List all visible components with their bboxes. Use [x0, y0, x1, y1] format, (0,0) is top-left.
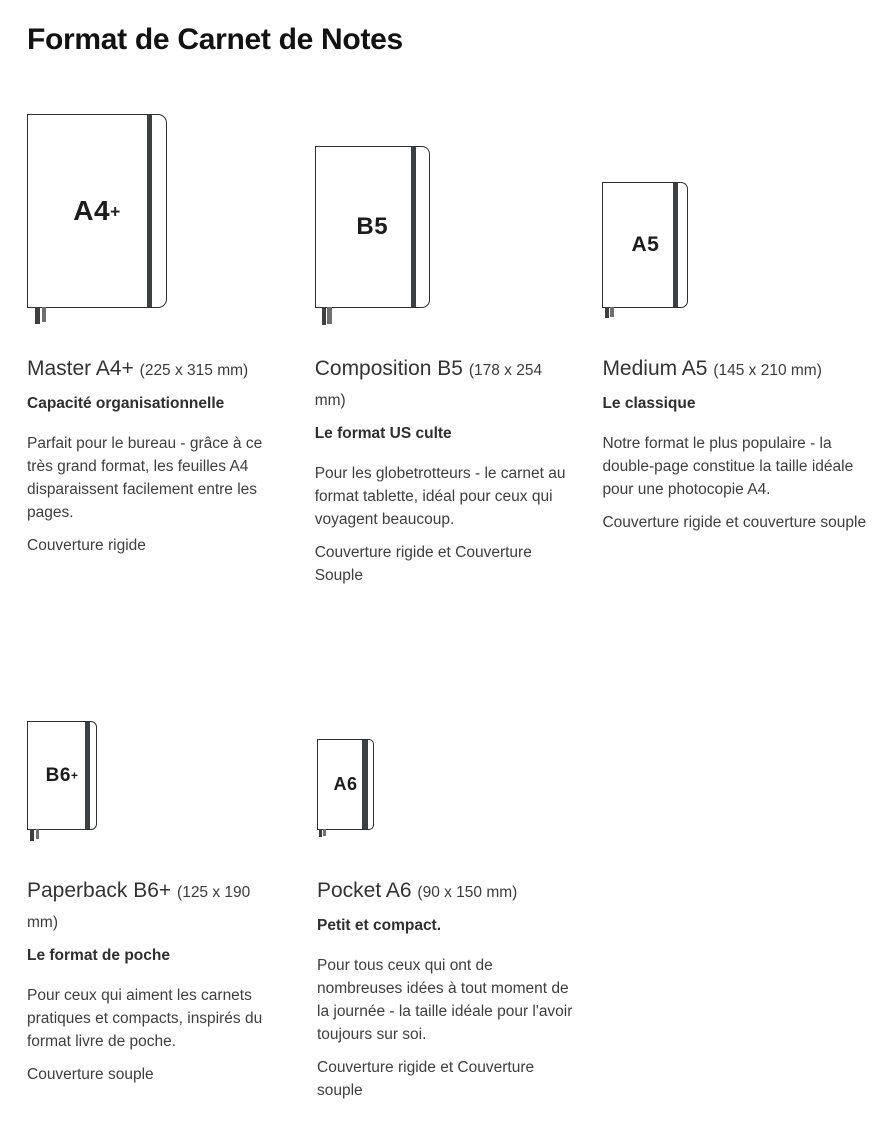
format-covers: Couverture rigide et Couverture souple	[317, 1059, 535, 1099]
format-dimensions: (178 x 254 mm)	[314, 362, 543, 409]
format-dimensions: (125 x 190 mm)	[27, 884, 251, 931]
bookmark-ribbon-icon	[42, 307, 46, 322]
bookmark-ribbon-icon	[605, 307, 609, 318]
bookmark-ribbon-icon	[36, 829, 39, 839]
elastic-band-icon	[362, 740, 368, 829]
format-tagline: Petit et compact.	[317, 917, 442, 934]
formats-row-2	[27, 721, 890, 1102]
page-title: Format de Carnet de Notes	[27, 23, 403, 56]
format-covers: Couverture souple	[27, 1066, 154, 1083]
format-card-medium-a5	[602, 114, 890, 534]
notebook-illustration-b6plus	[27, 721, 97, 830]
format-name: Medium A5 (145 x 210 mm)	[602, 357, 822, 380]
notebook-figure	[27, 721, 285, 830]
format-tagline: Le format US culte	[314, 425, 452, 442]
elastic-band-icon	[411, 147, 416, 307]
format-covers: Couverture rigide	[27, 537, 146, 554]
bookmark-ribbon-icon	[327, 307, 332, 324]
format-description: Pour les globetrotteurs - le carnet au format tablette, idéal pour ceux qui voyagent beaucoup.	[314, 465, 566, 528]
format-description: Notre format le plus populaire - la double-page constitue la taille idéale pour une photocopie A4.	[602, 435, 854, 498]
bookmark-ribbon-icon	[30, 829, 34, 841]
bookmark-ribbon-icon	[319, 829, 322, 837]
notebook-illustration-a6	[317, 739, 374, 830]
format-description: Pour tous ceux qui ont de nombreuses idées à tout moment de la journée - la taille idéale pour l'avoir toujours sur soi.	[317, 957, 573, 1043]
notebook-size-label: A6	[333, 774, 358, 794]
format-dimensions: (145 x 210 mm)	[713, 362, 822, 379]
notebook-illustration-a4plus	[27, 114, 167, 308]
format-description: Pour ceux qui aiment les carnets pratiques et compacts, inspirés du format livre de poche.	[27, 987, 263, 1050]
notebook-illustration-a5	[602, 182, 688, 308]
format-card-pocket-a6	[317, 721, 607, 1102]
bookmark-ribbon-icon	[610, 307, 614, 317]
format-card-composition-b5	[315, 114, 603, 587]
elastic-band-icon	[673, 183, 678, 307]
format-card-paperback-b6plus	[27, 721, 317, 1086]
elastic-band-icon	[147, 115, 152, 307]
format-covers: Couverture rigide et Couverture Souple	[314, 544, 532, 584]
format-tagline: Le format de poche	[27, 947, 170, 964]
format-dimensions: (90 x 150 mm)	[417, 884, 518, 901]
format-card-master-a4plus	[27, 114, 315, 557]
bookmark-ribbon-icon	[323, 829, 326, 836]
notebook-figure	[317, 721, 575, 830]
format-dimensions: (225 x 315 mm)	[139, 362, 249, 379]
formats-row-1	[27, 114, 890, 587]
format-covers: Couverture rigide et couverture souple	[602, 514, 867, 531]
format-name: Master A4+ (225 x 315 mm)	[27, 357, 249, 380]
notebook-figure	[315, 114, 571, 308]
notebook-figure	[602, 114, 874, 308]
notebook-size-label: B6+	[45, 764, 79, 786]
format-name: Paperback B6+ (125 x 190 mm)	[27, 879, 251, 931]
format-tagline: Le classique	[602, 395, 696, 412]
bookmark-ribbon-icon	[35, 307, 40, 324]
format-name: Pocket A6 (90 x 150 mm)	[317, 879, 518, 902]
notebook-figure	[27, 114, 283, 308]
format-name: Composition B5 (178 x 254 mm)	[314, 357, 543, 409]
notebook-size-label: A4+	[73, 195, 121, 226]
notebook-size-label: B5	[356, 213, 389, 240]
notebook-illustration-b5	[315, 146, 430, 308]
format-description: Parfait pour le bureau - grâce à ce très grand format, les feuilles A4 disparaissent facilement entre les pages.	[27, 435, 263, 521]
elastic-band-icon	[85, 722, 90, 829]
format-tagline: Capacité organisationnelle	[27, 395, 225, 412]
notebook-size-label: A5	[631, 233, 660, 256]
bookmark-ribbon-icon	[322, 307, 326, 325]
